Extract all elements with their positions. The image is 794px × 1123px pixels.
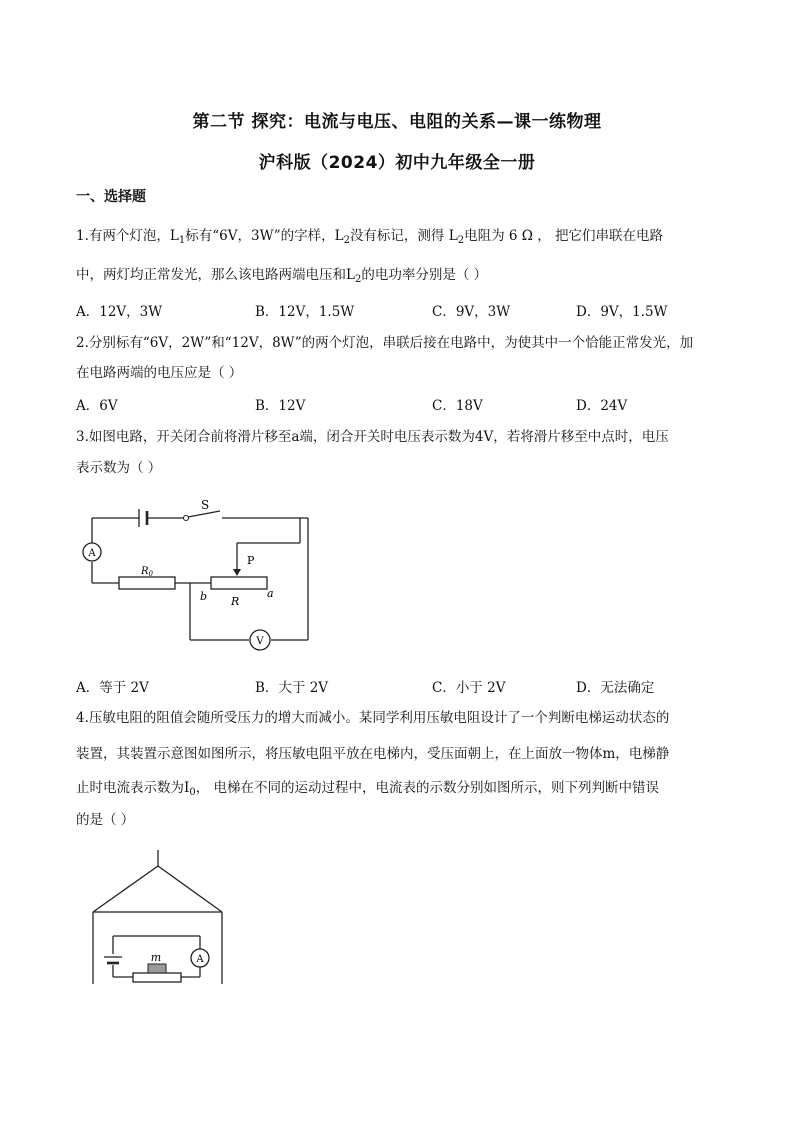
q1-option-a: A．12V，3W (76, 304, 163, 320)
label-ammeter-a: A (88, 548, 96, 559)
label-mass-m: m (150, 951, 162, 964)
rheostat-r (211, 577, 267, 589)
q3-line-2: 表示数为（ ） (76, 460, 162, 476)
q4-line-2: 装置，其装置示意图如图所示，将压敏电阻平放在电梯内，受压面朝上，在上面放一物体m，电梯静 (76, 746, 670, 762)
q1-line-2: 中，两灯均正常发光，那么该电路两端电压和$L_2$的电功率分别是（ ） (76, 267, 488, 285)
q1-option-d: D．9V，1.5W (576, 304, 668, 320)
q2-option-a: A．6V (76, 398, 118, 414)
q4-line-3: 止时电流表示数为$I_0$， 电梯在不同的运动过程中，电流表的示数分别如图所示，则下列判断中错误 (76, 780, 660, 798)
q2-line-1: 2.分别标有“6V，2W”和“12V，8W”的两个灯泡，串联后接在电路中，为使其中一个恰能正常发光，加 (76, 335, 694, 351)
title-line-2: 沪科版（2024）初中九年级全一册 (258, 153, 536, 173)
q4-line-1: 4.压敏电阻的阻值会随所受压力的增大而减小。某同学利用压敏电阻设计了一个判断电梯运动状态的 (76, 710, 670, 726)
q3-circuit-diagram (76, 494, 326, 664)
resistor-r0 (119, 577, 175, 589)
q3-option-d: D．无法确定 (576, 680, 655, 696)
title-line-1: 第二节 探究：电流与电压、电阻的关系—课一练物理 (192, 112, 602, 132)
q3-option-a: A．等于 2V (76, 680, 149, 696)
q2-option-d: D．24V (576, 398, 628, 414)
q2-line-2: 在电路两端的电压应是（ ） (76, 365, 243, 381)
label-end-b: b (200, 590, 208, 603)
label-slider-p: P (247, 554, 255, 567)
q1-option-c: C．9V，3W (432, 304, 511, 320)
label-r0: $R_0$ (141, 566, 153, 578)
section-heading: 一、选择题 (76, 189, 146, 205)
q1-line-1: 1.有两个灯泡，$L_1$标有“6V，3W”的字样，$L_2$没有标记，测得 $L_2$电阻为 6 Ω ， 把它们串联在电路 (76, 228, 664, 246)
switch-s (184, 511, 221, 521)
slider-arrow (233, 569, 241, 576)
q4-elevator-diagram (88, 846, 238, 991)
mass-block (148, 964, 166, 973)
q3-option-b: B．大于 2V (255, 680, 329, 696)
q3-option-c: C．小于 2V (432, 680, 506, 696)
label-ammeter-a: A (196, 954, 204, 965)
q3-line-1: 3.如图电路，开关闭合前将滑片移至a端，闭合开关时电压表示数为4V，若将滑片移至中点时，电压 (76, 429, 669, 445)
q2-option-b: B．12V (255, 398, 306, 414)
label-switch-s: S (201, 498, 210, 512)
label-end-a: a (267, 587, 274, 600)
q1-option-b: B．12V，1.5W (255, 304, 355, 320)
q4-line-4: 的是（ ） (76, 812, 135, 828)
q2-option-c: C．18V (432, 398, 483, 414)
label-voltmeter-v: V (256, 636, 264, 647)
label-rheostat-r: R (231, 595, 240, 608)
pressure-resistor (133, 973, 181, 982)
